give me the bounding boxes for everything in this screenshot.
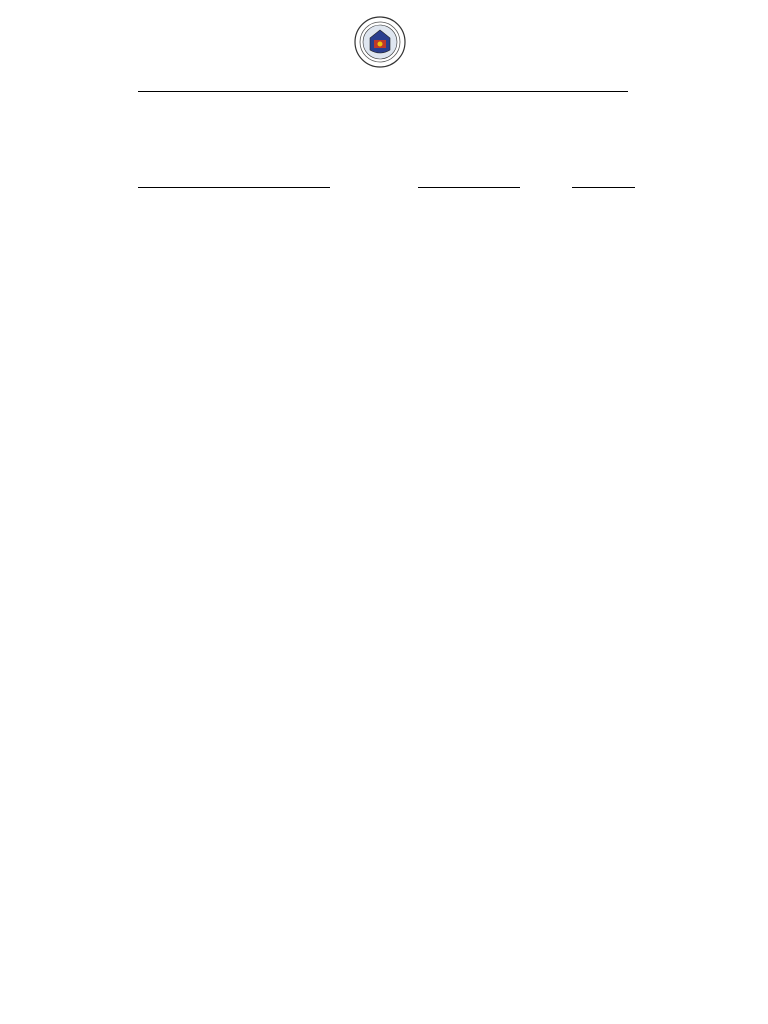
header-divider: [138, 91, 628, 92]
sy-field[interactable]: [572, 187, 635, 188]
school-field[interactable]: [138, 187, 330, 188]
class-field[interactable]: [418, 187, 520, 188]
deped-seal-logo: [354, 16, 406, 68]
